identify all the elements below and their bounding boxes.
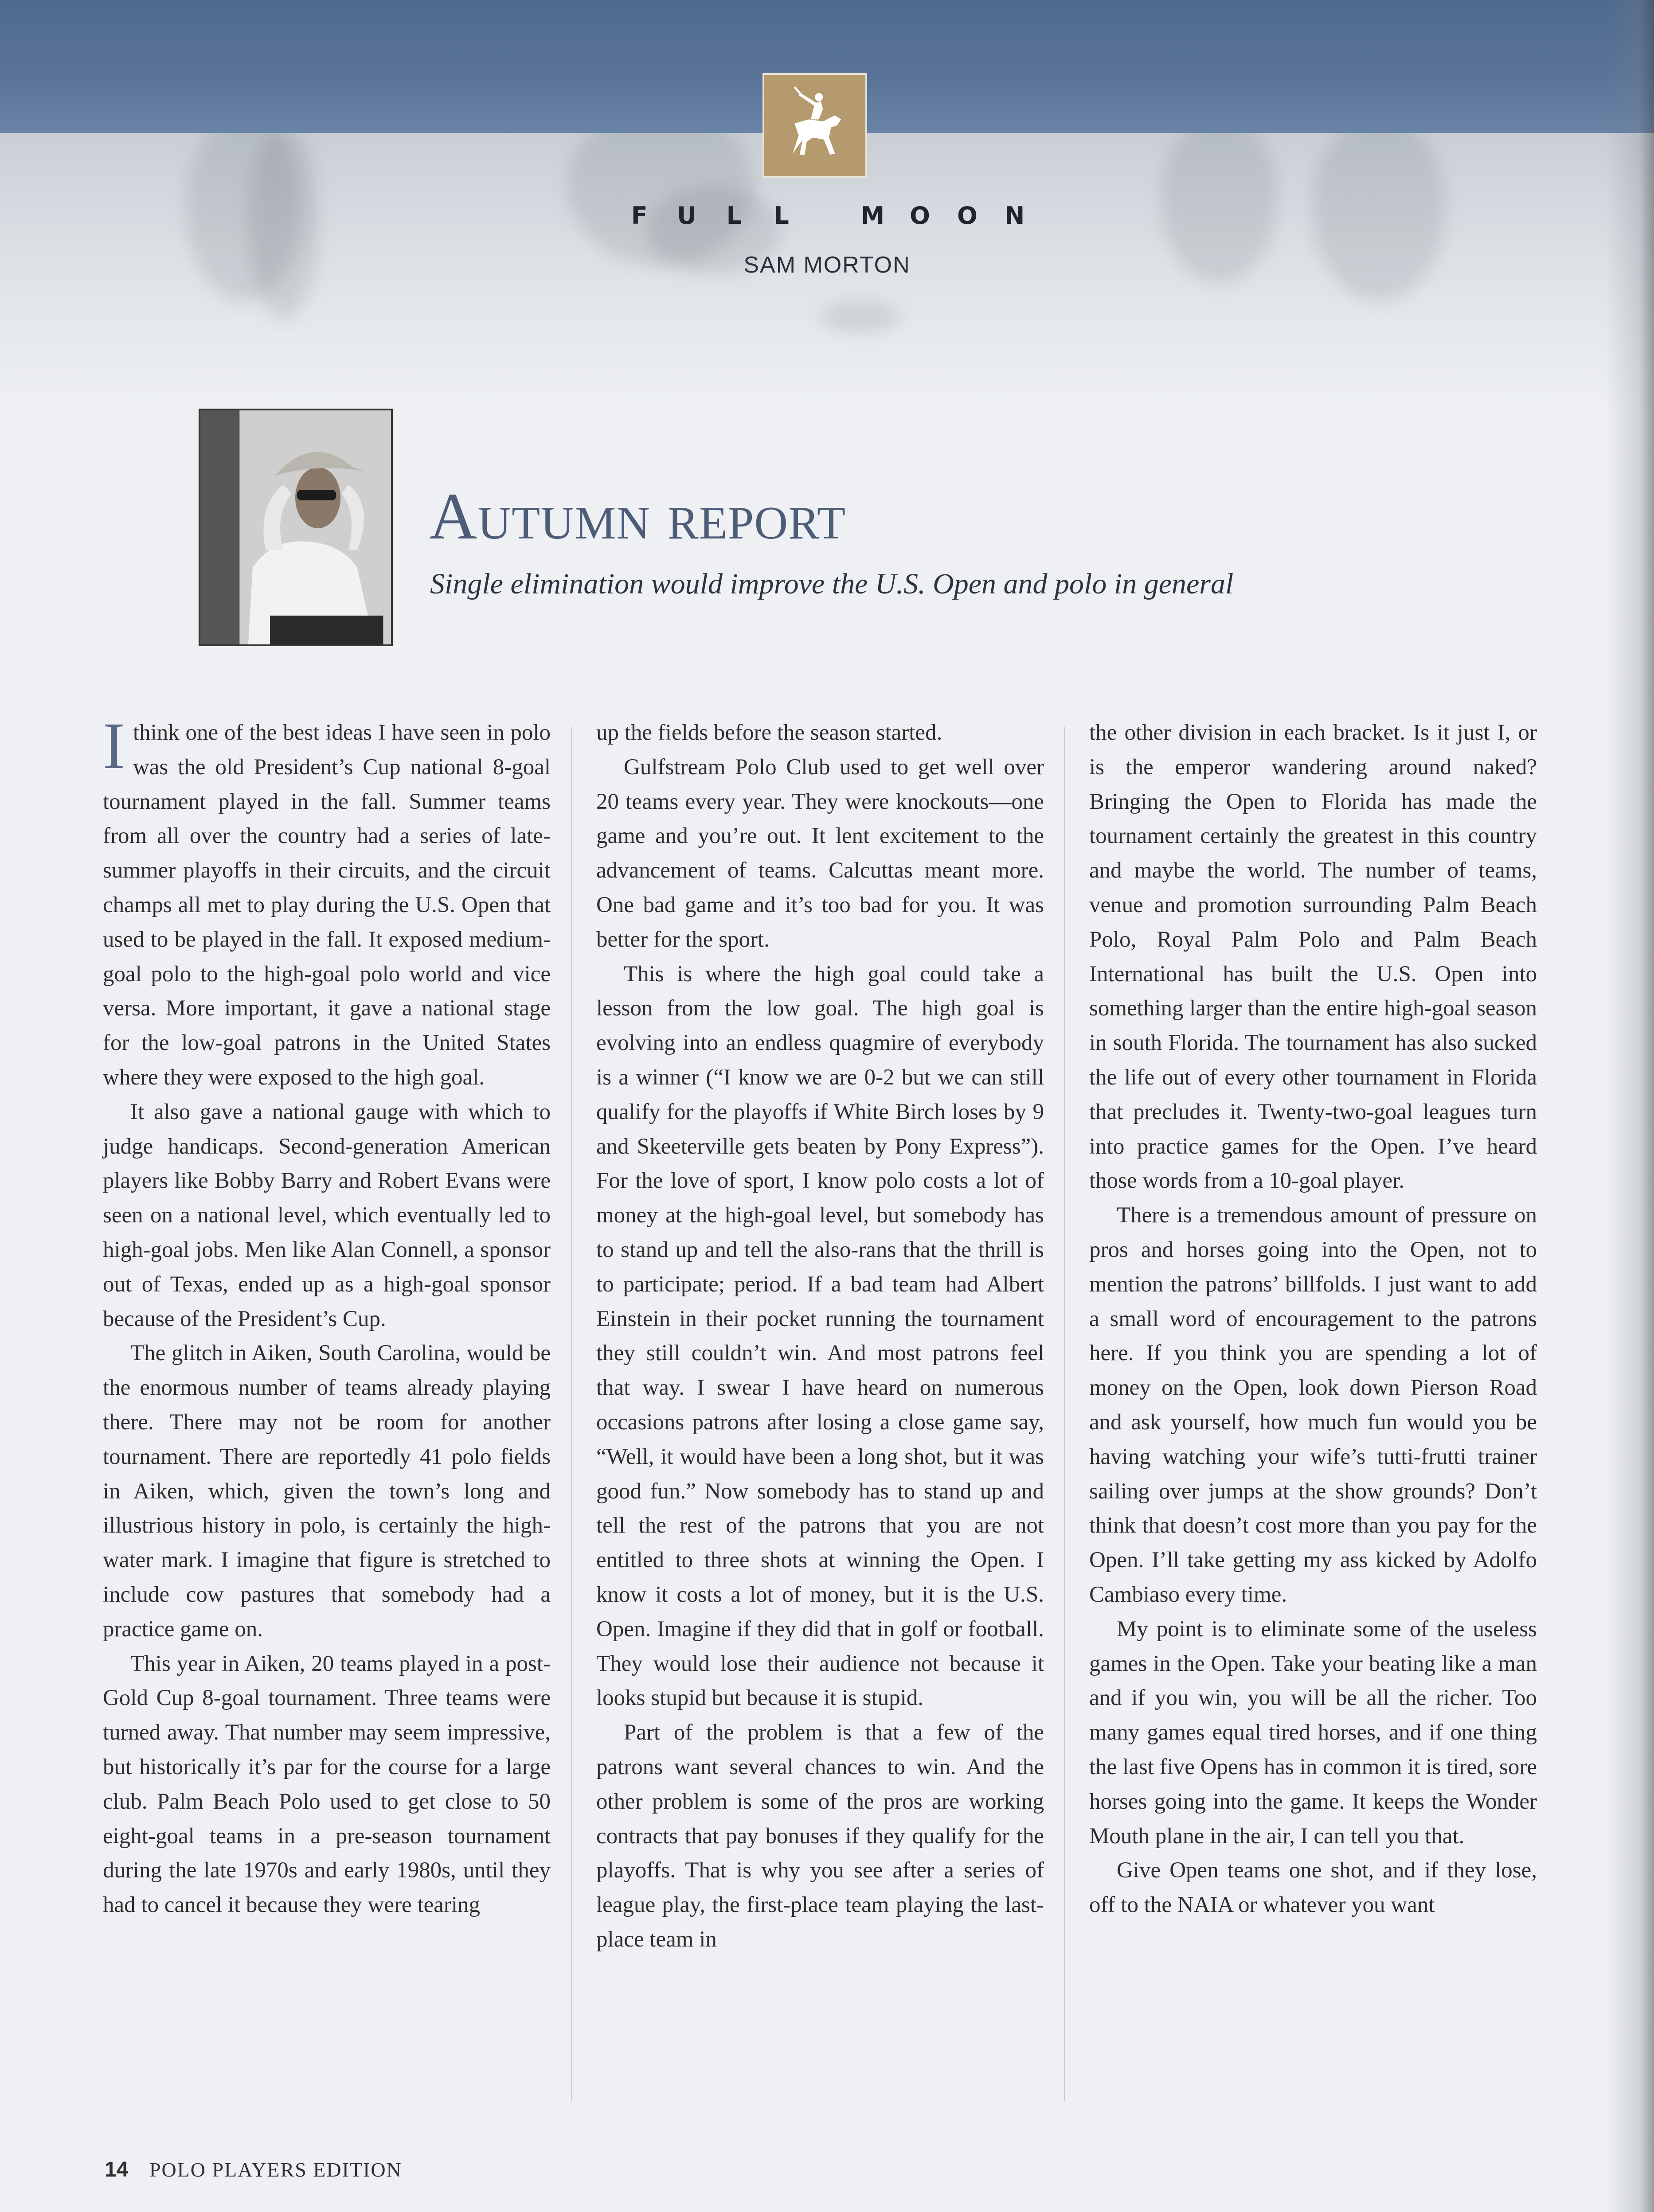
polo-player-logo-icon <box>764 75 865 176</box>
column-divider <box>571 727 572 2101</box>
kicker-letter: L <box>726 202 742 230</box>
page-number: 14 <box>105 2158 129 2181</box>
article-subtitle: Single elimination would improve the U.S. Open and polo in general <box>430 568 1234 600</box>
author-photo <box>199 409 393 646</box>
paragraph: up the fields before the season started. <box>596 720 942 745</box>
author-byline: SAM MORTON <box>743 252 911 278</box>
kicker-letter: O <box>910 202 931 230</box>
column-logo <box>762 73 867 178</box>
publication-name: POLO PLAYERS EDITION <box>149 2158 402 2181</box>
paragraph: It also gave a national gauge with which to judge handicaps. Second-generation American players like Bobby Barry and Robert Evans were seen on a national level, which eventually led to high-goal jobs. Men like Alan Connell, a sponsor out of Texas, ended up as a high-goal sponsor because of the President’s Cup. <box>103 1099 551 1331</box>
article-column-2 <box>596 716 1044 2099</box>
kicker-letter: O <box>957 202 978 230</box>
page-footer <box>105 2157 402 2182</box>
article-column-3 <box>1089 716 1537 2099</box>
paragraph: Gulfstream Polo Club used to get well over 20 teams every year. They were knockouts—one game and you’re out. It lent excitement to the advancement of teams. Calcuttas meant more. One bad game and it’s too bad for you. It was better for the sport. <box>596 754 1044 952</box>
paragraph: This year in Aiken, 20 teams played in a post-Gold Cup 8-goal tournament. Three teams were turned away. That number may seem impressive, but historically it’s par for the course for a large club. Palm Beach Polo used to get close to 50 eight-goal teams in a pre-season tournament during the late 1970s and early 1980s, until they had to cancel it because they were tearing <box>103 1651 551 1918</box>
paragraph: Give Open teams one shot, and if they lose, off to the NAIA or whatever you want <box>1089 1858 1537 1918</box>
page-spine-shadow <box>1605 0 1654 2212</box>
column-kicker <box>0 202 1654 230</box>
paragraph: the other division in each bracket. Is it just I, or is the emperor wandering around naked? Bringing the Open to Florida has made the tournament certainly the greatest in this country and maybe the world. The number of teams, venue and promotion surrounding Palm Beach Polo, Royal Palm Polo and Palm Beach International has built the U.S. Open into something larger than the entire high-goal season in south Florida. The tournament has also sucked the life out of every other tournament in Florida that precludes it. Twenty-two-goal leagues turn into practice games for the Open. I’ve heard those words from a 10-goal player. <box>1089 720 1537 1194</box>
drop-cap: I <box>103 709 125 783</box>
kicker-letter: L <box>774 202 789 230</box>
paragraph: Part of the problem is that a few of the patrons want several chances to win. And the other problem is some of the pros are working contracts that pay bonuses if they qualify for the playoffs. That is why you see after a series of league play, the first-place team playing the last-place team in <box>596 1720 1044 1952</box>
kicker-letter: M <box>860 202 885 230</box>
article-title: Autumn report <box>429 480 846 553</box>
column-divider <box>1064 727 1065 2101</box>
kicker-letter: U <box>677 202 696 230</box>
article-column-1 <box>103 709 551 2099</box>
kicker-letter: F <box>631 202 648 230</box>
kicker-letter: N <box>1005 202 1025 230</box>
paragraph: My point is to eliminate some of the useless games in the Open. Take your beating like a man and if you win, you will be all the richer. Too many games equal tired horses, and if one thing the last five Opens has in common it is tired, sore horses going into the game. It keeps the Wonder Mouth plane in the air, I can tell you that. <box>1089 1616 1537 1849</box>
paragraph: This is where the high goal could take a lesson from the low goal. The high goal is evolving into an endless quagmire of everybody is a winner (“I know we are 0-2 but we can still qualify for the playoffs if White Birch loses by 9 and Skeeterville gets beaten by Pony Express”). For the love of sport, I know polo costs a lot of money at the high-goal level, but somebody has to stand up and tell the also-rans that the thrill is to participate; period. If a bad team had Albert Einstein in their pocket running the tournament they still couldn’t win. And most patrons feel that way. I swear I have heard on numerous occasions patrons after losing a close game say, “Well, it would have been a long shot, but it was good fun.” Now somebody has to stand up and tell the rest of the patrons that you are not entitled to three shots at winning the Open. I know it costs a lot of money, but it is the U.S. Open. Imagine if they did that in golf or football. They would lose their audience not because it looks stupid but because it is stupid. <box>596 961 1044 1711</box>
paragraph: The glitch in Aiken, South Carolina, would be the enormous number of teams already playing there. There may not be room for another tournament. There are reportedly 41 polo fields in Aiken, which, given the town’s long and illustrious history in polo, is certainly the high-water mark. I imagine that figure is stretched to include cow pastures that somebody had a practice game on. <box>103 1341 551 1642</box>
paragraph: I think one of the best ideas I have seen in polo was the old President’s Cup national 8-goal tournament played in the fall. Summer teams from all over the country had a series of late-summer playoffs in their circuits, and the circuit champs all met to play during the U.S. Open that used to be played in the fall. It exposed medium-goal polo to the high-goal polo world and vice versa. More important, it gave a national stage for the low-goal patrons in the United States where they were exposed to the high goal. <box>103 709 551 1090</box>
paragraph: There is a tremendous amount of pressure on pros and horses going into the Open, not to mention the patrons’ billfolds. I just want to add a small word of encouragement to the patrons here. If you think you are spending a lot of money on the Open, look down Pierson Road and ask yourself, how much fun would you be having watching your wife’s tutti-frutti trainer sailing over jumps at the show grounds? Don’t think that doesn’t cost more than you pay for the Open. I’ll take getting my ass kicked by Adolfo Cambiaso every time. <box>1089 1203 1537 1607</box>
